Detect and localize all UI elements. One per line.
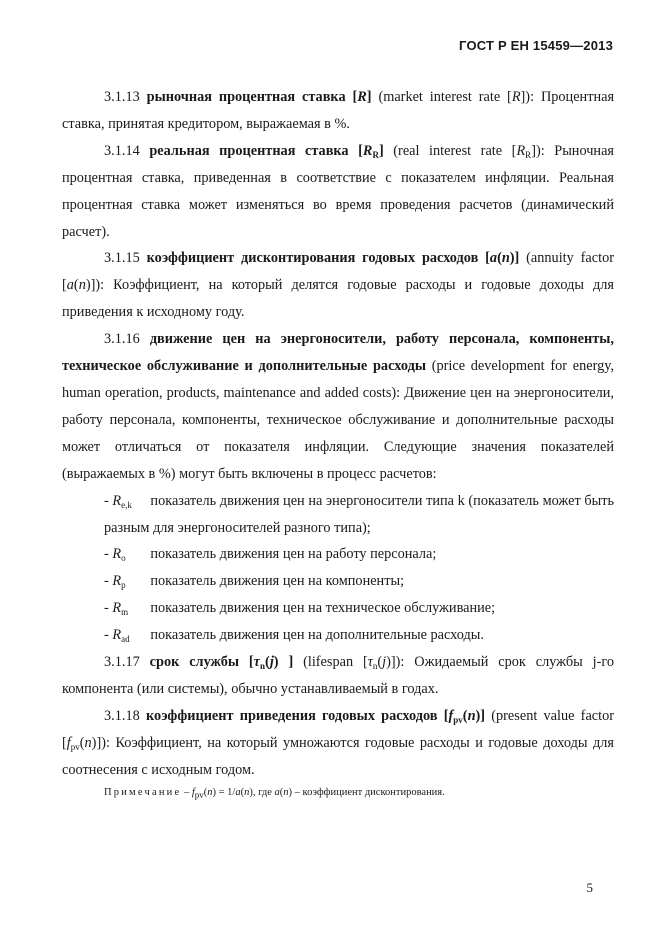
term-definition: Ожидаемый срок службы j-го компонента (или системы), обычно устанавливаемый в годах. bbox=[62, 654, 615, 697]
term-name: реальная процентная ставка bbox=[149, 142, 349, 159]
english-term: (present value factor $[f_{pv}(n)]$): bbox=[62, 707, 615, 752]
term-number: 3.1.17 bbox=[104, 654, 140, 671]
term-3-1-13 bbox=[62, 84, 614, 138]
note: Примечание – fpv(n) = 1/a(n), где a(n) – коэффициент дисконтирования. bbox=[104, 786, 445, 800]
term-3-1-16 bbox=[62, 326, 614, 487]
term-symbol: [R] bbox=[352, 89, 372, 105]
list-item: - $R_o$ показатель движения цен на работу персонала; bbox=[104, 546, 437, 564]
list-item: - $R_p$ показатель движения цен на компоненты; bbox=[104, 573, 405, 591]
term-3-1-17 bbox=[62, 649, 614, 703]
term-number: 3.1.18 bbox=[104, 707, 140, 724]
note-label: Примечание bbox=[104, 786, 182, 798]
term-definition: Коэффициент, на который умножаются годовые расходы и годовые доходы для соотнесения с исходным годом. bbox=[62, 734, 615, 778]
term-symbol: $[f_{pv}(n)]$ bbox=[443, 707, 486, 725]
term-name: рыночная процентная ставка bbox=[146, 89, 346, 105]
term-number: 3.1.14 bbox=[104, 142, 140, 159]
term-definition: Рыночная процентная ставка, приведенная в соответствие с показателем инфляции. Реальная процентная ставка может изменяться во время проведения расчетов (динамический расчет). bbox=[62, 142, 614, 240]
term-3-1-14 bbox=[62, 138, 614, 246]
term-number: 3.1.13 bbox=[104, 89, 140, 105]
list-item: - $R_{ad}$ показатель движения цен на дополнительные расходы. bbox=[104, 627, 484, 645]
term-number: 3.1.16 bbox=[104, 331, 140, 348]
list-item: - $R_{e,k}$ показатель движения цен на энергоносители типа k (показатель может быть разным для энергоносителей разного типа); bbox=[104, 492, 614, 536]
term-3-1-18 bbox=[62, 703, 614, 784]
term-name: движение цен на энергоносители, работу персонала, компоненты, техническое обслуживание и дополнительные расходы bbox=[62, 331, 614, 375]
term-name: срок службы bbox=[149, 654, 240, 671]
document-code-header: ГОСТ Р ЕН 15459—2013 bbox=[459, 38, 613, 53]
english-term: (real interest rate $[R_R]$): bbox=[393, 142, 545, 160]
page-number: 5 bbox=[586, 880, 593, 895]
list-item: - $R_m$ показатель движения цен на техническое обслуживание; bbox=[104, 600, 496, 618]
term-definition: Процентная ставка, принятая кредитором, выражаемая в %. bbox=[62, 89, 615, 132]
english-term: (market interest rate [R]): bbox=[378, 89, 535, 105]
term-definition: Коэффициент, на который делятся годовые расходы и годовые доходы для приведения к исходному году. bbox=[62, 277, 614, 321]
english-term: (lifespan $[\tau_n(j)]$): bbox=[303, 654, 405, 672]
term-symbol: [a(n)] bbox=[485, 250, 520, 267]
term-number: 3.1.15 bbox=[104, 250, 140, 267]
term-3-1-15 bbox=[62, 245, 614, 326]
english-term: (price development for energy, human operation, products, maintenance and added costs): bbox=[62, 358, 615, 401]
term-name: коэффициент дисконтирования годовых расходов bbox=[146, 250, 479, 267]
english-term: (annuity factor [a(n)]): bbox=[62, 250, 614, 294]
document-body bbox=[62, 84, 614, 802]
term-symbol: [$\tau_n(j)$ ] bbox=[248, 654, 294, 672]
term-name: коэффициент приведения годовых расходов bbox=[145, 707, 438, 724]
term-symbol: $[R_R]$ bbox=[358, 142, 384, 160]
term-definition: Движение цен на энергоносители, работу персонала, компоненты, техническое обслуживание и дополнительные расходы может отличаться от показателя инфляции. Следующие значения показателей (выражаемых в %) могут быть включены в процесс расчетов: bbox=[62, 384, 615, 482]
